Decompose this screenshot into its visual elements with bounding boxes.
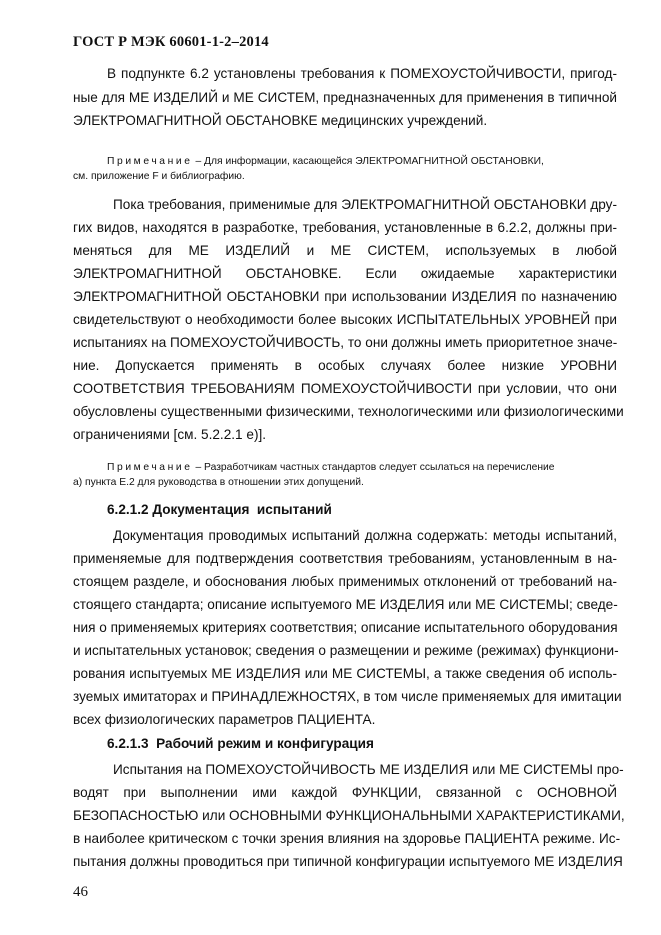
note-label: Примечание	[107, 462, 193, 473]
text-line: ние. Допускается применять в особых случаях более низкие УРОВНИ	[73, 358, 617, 373]
text-line: пытания должны проводиться при типичной конфигурации испытуемого МЕ ИЗДЕЛИЯ	[73, 854, 623, 869]
text-line: ные для МЕ ИЗДЕЛИЙ и МЕ СИСТЕМ, предназначенных для применения в типичной	[73, 90, 617, 105]
text-line: БЕЗОПАСНОСТЬЮ или ОСНОВНЫМИ ФУНКЦИОНАЛЬНЫМИ ХАРАКТЕРИСТИКАМИ,	[73, 808, 625, 823]
text-line: меняться для МЕ ИЗДЕЛИЙ и МЕ СИСТЕМ, используемых в любой	[73, 243, 617, 258]
text-line: ЭЛЕКТРОМАГНИТНОЙ ОБСТАНОВКИ при использовании ИЗДЕЛИЯ по назначению	[73, 289, 617, 304]
text-line: ЭЛЕКТРОМАГНИТНОЙ ОБСТАНОВКЕ медицинских учреждений.	[73, 113, 488, 128]
note-text: – Разработчикам частных стандартов следует ссылаться на перечисление	[192, 462, 555, 473]
text-line: водят при выполнении ими каждой ФУНКЦИИ, связанной с ОСНОВНОЙ	[73, 785, 617, 800]
text-line: В подпункте 6.2 установлены требования к ПОМЕХОУСТОЙЧИВОСТИ, пригод-	[107, 66, 617, 81]
text-line: рования испытуемых МЕ ИЗДЕЛИЯ или МЕ СИСТЕМЫ, а также сведения об исполь-	[73, 666, 617, 681]
text-line: СООТВЕТСТВИЯ ТРЕБОВАНИЯМ ПОМЕХОУСТОЙЧИВОСТИ при условии, что они	[73, 381, 617, 396]
section-heading: 6.2.1.3 Рабочий режим и конфигурация	[107, 736, 374, 751]
note-line: а) пункта Е.2 для руководства в отношении этих допущений.	[73, 477, 364, 488]
note-text: – Для информации, касающейся ЭЛЕКТРОМАГНИТНОЙ ОБСТАНОВКИ,	[192, 156, 544, 167]
text-line: и испытательных установок; сведения о размещении и режиме (режимах) функциони-	[73, 643, 619, 658]
standard-header: ГОСТ Р МЭК 60601-1-2–2014	[73, 34, 269, 50]
text-line: стоящем разделе, и обоснования любых применимых отклонений от требований на-	[73, 574, 617, 589]
text-line: испытаниях на ПОМЕХОУСТОЙЧИВОСТЬ, то они должны иметь приоритетное значе-	[73, 335, 618, 350]
text-line: гих видов, находятся в разработке, требования, установленные в 6.2.2, должны при-	[73, 220, 617, 235]
section-heading: 6.2.1.2 Документация испытаний	[107, 502, 332, 517]
page-number: 46	[73, 884, 88, 900]
text-line: стоящего стандарта; описание испытуемого МЕ ИЗДЕЛИЯ или МЕ СИСТЕМЫ; сведе-	[73, 597, 618, 612]
text-line: обусловлены существенными физическими, технологическими или физиологическими	[73, 404, 624, 419]
text-line: применяемые для подтверждения соответствия требованиям, установленным в на-	[73, 551, 617, 566]
text-line: зуемых имитаторах и ПРИНАДЛЕЖНОСТЯХ, в том числе применяемых для имитации	[73, 689, 622, 704]
text-line: свидетельствуют о необходимости более высоких ИСПЫТАТЕЛЬНЫХ УРОВНЕЙ при	[73, 312, 617, 327]
text-line: всех физиологических параметров ПАЦИЕНТА.	[73, 712, 376, 727]
text-line: в наиболее критическом с точки зрения влияния на здоровье ПАЦИЕНТА режиме. Ис-	[73, 831, 621, 846]
text-line: Пока требования, применимые для ЭЛЕКТРОМАГНИТНОЙ ОБСТАНОВКИ дру-	[113, 197, 617, 212]
text-line: ЭЛЕКТРОМАГНИТНОЙ ОБСТАНОВКЕ. Если ожидаемые характеристики	[73, 266, 617, 281]
note-line: см. приложение F и библиографию.	[73, 171, 245, 182]
text-line: ния о применяемых критериях соответствия; описание испытательного оборудования	[73, 620, 618, 635]
text-line: ограничениями [см. 5.2.2.1 е)].	[73, 427, 267, 442]
note-line	[107, 462, 617, 474]
text-line: Документация проводимых испытаний должна содержать: методы испытаний,	[113, 528, 617, 543]
note-line	[107, 156, 617, 168]
note-label: Примечание	[107, 156, 193, 167]
text-line: Испытания на ПОМЕХОУСТОЙЧИВОСТЬ МЕ ИЗДЕЛИЯ или МЕ СИСТЕМЫ про-	[113, 762, 624, 777]
